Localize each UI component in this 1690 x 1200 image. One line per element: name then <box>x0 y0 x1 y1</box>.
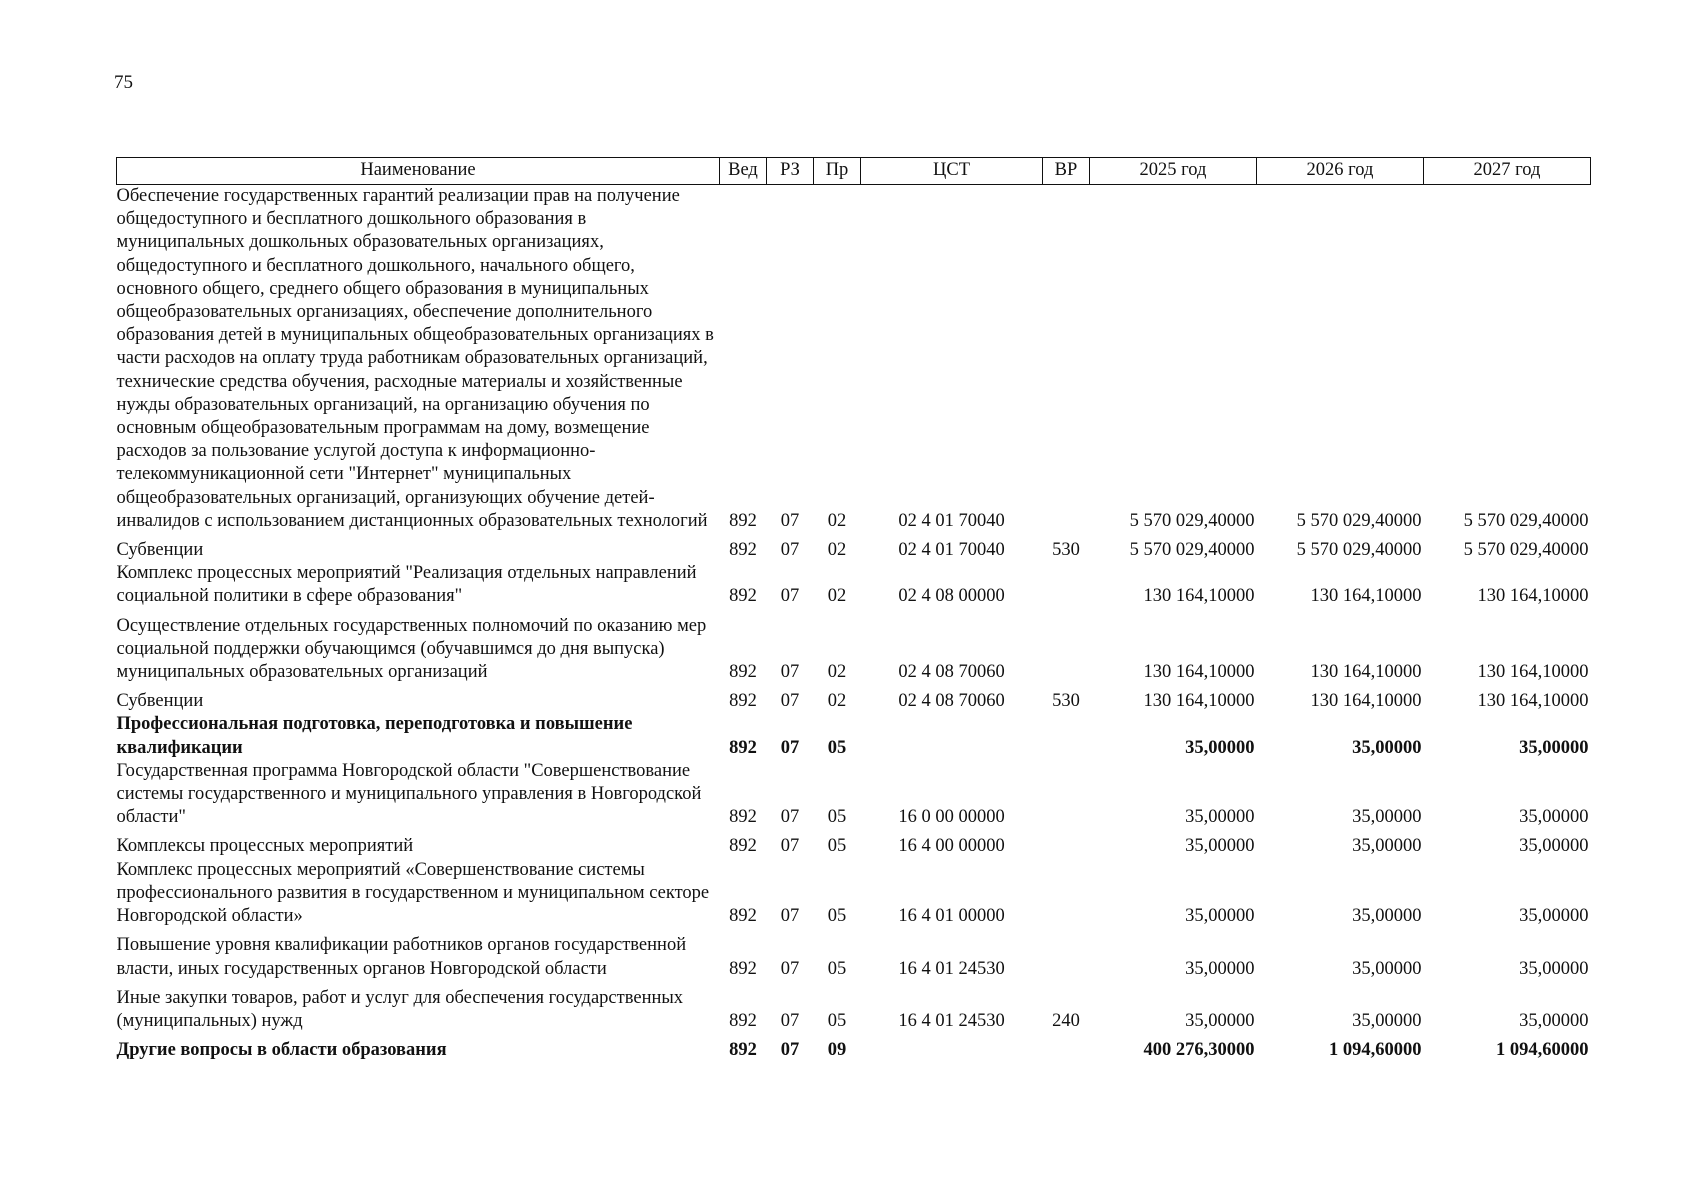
cell-vr <box>1043 185 1090 534</box>
cell-pr: 05 <box>827 1010 847 1031</box>
table-row <box>117 533 1591 562</box>
cell-2025: 35,00000 <box>1185 807 1255 828</box>
header-2025: 2025 год <box>1090 158 1257 185</box>
cell-2027: 130 164,10000 <box>1477 662 1589 683</box>
budget-table <box>116 157 1591 1062</box>
table-row <box>117 829 1591 858</box>
cell-cst: 16 4 01 00000 <box>898 906 1005 927</box>
cell-2027: 35,00000 <box>1519 1010 1589 1031</box>
header-ved: Вед <box>720 158 767 185</box>
cell-2026: 35,00000 <box>1352 836 1422 857</box>
cell-ved: 892 <box>729 906 757 927</box>
header-pr: Пр <box>814 158 861 185</box>
cell-cst: 02 4 08 00000 <box>898 586 1005 607</box>
table-row <box>117 562 1591 608</box>
table-row <box>117 928 1591 980</box>
table-row <box>117 981 1591 1033</box>
cell-2025: 35,00000 <box>1185 958 1255 979</box>
cell-vr: 530 <box>1052 540 1080 561</box>
cell-2026: 5 570 029,40000 <box>1296 540 1422 561</box>
header-2026: 2026 год <box>1257 158 1424 185</box>
cell-pr: 02 <box>827 540 847 561</box>
cell-rz: 07 <box>780 662 800 683</box>
cell-2026: 35,00000 <box>1352 737 1422 758</box>
cell-vr: 530 <box>1052 691 1080 712</box>
cell-vr <box>1043 1033 1090 1062</box>
cell-name: Государственная программа Новгородской области "Совершенствование системы государственного и муниципального управления в Новгородской области" <box>116 760 702 828</box>
cell-2026: 35,00000 <box>1352 958 1422 979</box>
table-row <box>117 609 1591 685</box>
cell-pr: 09 <box>827 1040 847 1061</box>
cell-cst: 16 4 00 00000 <box>898 836 1005 857</box>
cell-2027: 5 570 029,40000 <box>1463 540 1589 561</box>
cell-2027: 5 570 029,40000 <box>1463 510 1589 531</box>
cell-vr <box>1043 928 1090 980</box>
cell-pr: 05 <box>827 737 847 758</box>
header-rz: РЗ <box>767 158 814 185</box>
cell-2025: 5 570 029,40000 <box>1129 510 1255 531</box>
cell-2025: 35,00000 <box>1185 737 1255 758</box>
cell-2027: 130 164,10000 <box>1477 691 1589 712</box>
cell-2027: 130 164,10000 <box>1477 586 1589 607</box>
table-row <box>117 185 1591 534</box>
cell-name: Обеспечение государственных гарантий реализации прав на получение общедоступного и бесплатного дошкольного образования в муниципальных дошкольных образовательных организациях, общедоступного и бесплатного дошкольного, начального общего, основного общего, среднего общего образования в муниципальных общеобразовательных организациях, обеспечение дополнительного образования детей в муниципальных общеобразовательных организациях в части расходов на оплату труда работникам образовательных организаций, технические средства обучения, расходные материалы и хозяйственные нужды образовательных организаций, на организацию обучения по основным общеобразовательным программам на дому, возмещение расходов за пользование услугой доступа к информационно-телекоммуникационной сети "Интернет" муниципальных общеобразовательных организаций, организующих обучение детей-инвалидов с использованием дистанционных образовательных технологий <box>116 186 714 531</box>
cell-2025: 5 570 029,40000 <box>1129 540 1255 561</box>
cell-2027: 35,00000 <box>1519 807 1589 828</box>
cell-pr: 02 <box>827 510 847 531</box>
cell-cst <box>861 1033 1043 1062</box>
cell-2026: 130 164,10000 <box>1310 662 1422 683</box>
cell-ved: 892 <box>729 540 757 561</box>
cell-rz: 07 <box>780 691 800 712</box>
cell-name: Осуществление отдельных государственных полномочий по оказанию мер социальной поддержки обучающимся (обучавшимся до дня выпуска) муниципальных образовательных организаций <box>116 615 707 683</box>
cell-vr <box>1043 829 1090 858</box>
cell-cst: 02 4 08 70060 <box>898 691 1005 712</box>
cell-ved: 892 <box>729 1010 757 1031</box>
cell-rz: 07 <box>780 836 800 857</box>
cell-vr <box>1043 562 1090 608</box>
cell-2026: 35,00000 <box>1352 807 1422 828</box>
cell-2025: 130 164,10000 <box>1143 586 1255 607</box>
cell-pr: 05 <box>827 906 847 927</box>
cell-2027: 35,00000 <box>1519 737 1589 758</box>
header-2027: 2027 год <box>1424 158 1591 185</box>
cell-ved: 892 <box>729 662 757 683</box>
cell-name: Профессиональная подготовка, переподготовка и повышение квалификации <box>116 714 633 758</box>
cell-name: Повышение уровня квалификации работников органов государственной власти, иных государственных органов Новгородской области <box>116 935 687 979</box>
cell-name: Комплексы процессных мероприятий <box>116 836 414 857</box>
table-row <box>117 713 1591 759</box>
cell-2025: 35,00000 <box>1185 1010 1255 1031</box>
cell-vr: 240 <box>1052 1010 1080 1031</box>
cell-ved: 892 <box>729 586 757 607</box>
cell-2027: 35,00000 <box>1519 906 1589 927</box>
table-row <box>117 760 1591 830</box>
cell-2026: 5 570 029,40000 <box>1296 510 1422 531</box>
cell-2025: 130 164,10000 <box>1143 662 1255 683</box>
cell-ved: 892 <box>729 737 757 758</box>
cell-2026: 130 164,10000 <box>1310 691 1422 712</box>
cell-2026: 35,00000 <box>1352 906 1422 927</box>
cell-ved: 892 <box>729 510 757 531</box>
cell-2025: 400 276,30000 <box>1143 1040 1255 1061</box>
cell-name: Другие вопросы в области образования <box>116 1040 447 1061</box>
cell-ved: 892 <box>729 691 757 712</box>
cell-name: Комплекс процессных мероприятий «Совершенствование системы профессионального развития в государственном и муниципальном секторе Новгородской области» <box>116 859 710 927</box>
cell-name: Субвенции <box>116 691 204 712</box>
cell-ved: 892 <box>729 958 757 979</box>
cell-pr: 02 <box>827 662 847 683</box>
cell-2025: 35,00000 <box>1185 906 1255 927</box>
cell-cst: 02 4 01 70040 <box>898 540 1005 561</box>
table-row <box>117 1033 1591 1062</box>
cell-cst: 16 4 01 24530 <box>898 1010 1005 1031</box>
cell-cst: 16 0 00 00000 <box>898 807 1005 828</box>
cell-cst <box>861 713 1043 759</box>
cell-2027: 35,00000 <box>1519 958 1589 979</box>
cell-name: Комплекс процессных мероприятий "Реализация отдельных направлений социальной политики в сфере образования" <box>116 563 697 607</box>
cell-vr <box>1043 609 1090 685</box>
cell-rz: 07 <box>780 906 800 927</box>
cell-rz: 07 <box>780 586 800 607</box>
cell-2025: 35,00000 <box>1185 836 1255 857</box>
cell-cst: 16 4 01 24530 <box>898 958 1005 979</box>
cell-pr: 02 <box>827 586 847 607</box>
cell-ved: 892 <box>729 807 757 828</box>
header-cst: ЦСТ <box>861 158 1043 185</box>
cell-rz: 07 <box>780 958 800 979</box>
page-number: 75 <box>114 72 133 93</box>
cell-pr: 05 <box>827 807 847 828</box>
cell-cst: 02 4 01 70040 <box>898 510 1005 531</box>
cell-2025: 130 164,10000 <box>1143 691 1255 712</box>
cell-rz: 07 <box>780 807 800 828</box>
cell-2027: 35,00000 <box>1519 836 1589 857</box>
cell-cst: 02 4 08 70060 <box>898 662 1005 683</box>
table-row <box>117 684 1591 713</box>
cell-2026: 35,00000 <box>1352 1010 1422 1031</box>
cell-rz: 07 <box>780 510 800 531</box>
cell-vr <box>1043 859 1090 929</box>
cell-rz: 07 <box>780 1010 800 1031</box>
cell-pr: 05 <box>827 958 847 979</box>
table-row <box>117 859 1591 929</box>
header-name: Наименование <box>117 158 720 185</box>
cell-rz: 07 <box>780 737 800 758</box>
cell-name: Иные закупки товаров, работ и услуг для обеспечения государственных (муниципальных) нужд <box>116 987 684 1031</box>
cell-vr <box>1043 760 1090 830</box>
cell-ved: 892 <box>729 836 757 857</box>
cell-pr: 05 <box>827 836 847 857</box>
cell-pr: 02 <box>827 691 847 712</box>
cell-2026: 1 094,60000 <box>1329 1040 1422 1061</box>
header-vr: ВР <box>1043 158 1090 185</box>
cell-name: Субвенции <box>116 540 204 561</box>
cell-2026: 130 164,10000 <box>1310 586 1422 607</box>
cell-2027: 1 094,60000 <box>1496 1040 1589 1061</box>
cell-rz: 07 <box>780 540 800 561</box>
cell-ved: 892 <box>729 1040 757 1061</box>
cell-vr <box>1043 713 1090 759</box>
cell-rz: 07 <box>780 1040 800 1061</box>
table-header-row <box>117 158 1591 185</box>
